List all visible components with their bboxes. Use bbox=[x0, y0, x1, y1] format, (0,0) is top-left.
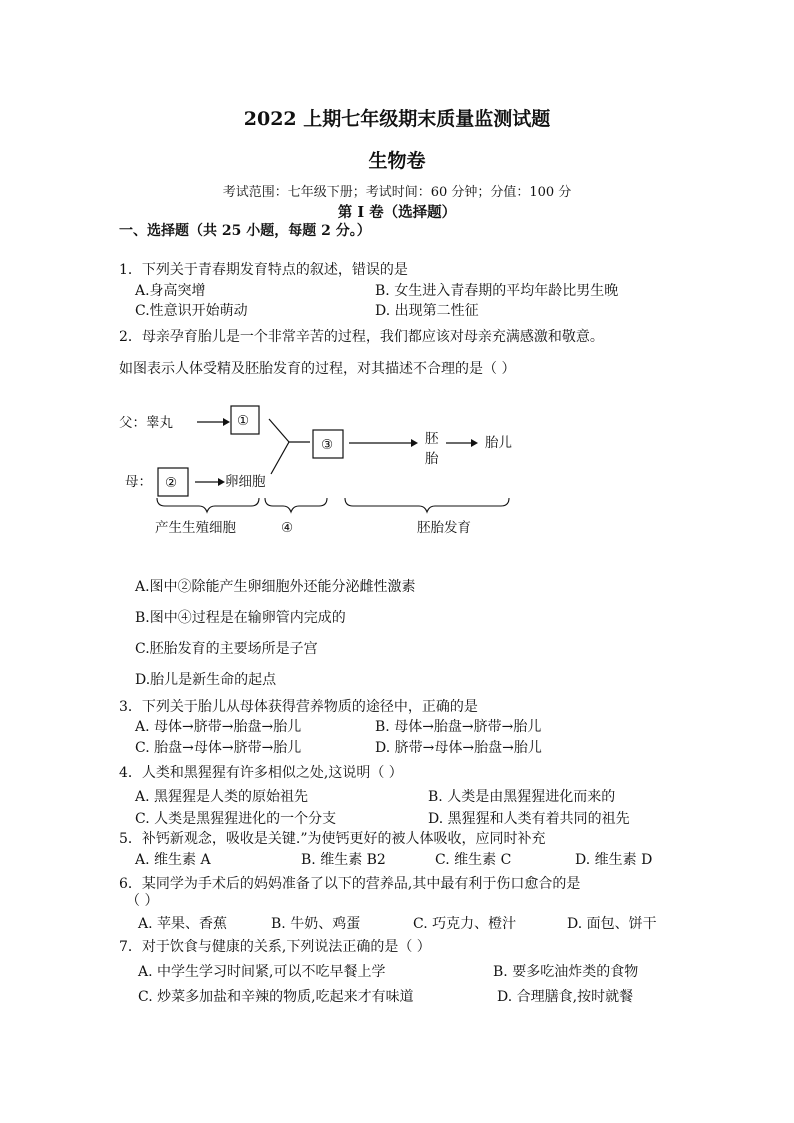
question-4-option-a[interactable]: A. 黑猩猩是人类的原始祖先 bbox=[135, 789, 309, 805]
question-7-option-c[interactable]: C. 炒菜多加盐和辛辣的物质,吃起来才有味道 bbox=[138, 989, 414, 1005]
question-6-option-b[interactable]: B. 牛奶、鸡蛋 bbox=[271, 916, 361, 932]
fertilization-diagram bbox=[119, 392, 539, 542]
question-7-option-d[interactable]: D. 合理膳食,按时就餐 bbox=[497, 989, 634, 1005]
question-6-stem-line2: （ ） bbox=[126, 893, 159, 909]
question-3-stem: 3．下列关于胎儿从母体获得营养物质的途径中，正确的是 bbox=[119, 699, 478, 715]
diagram-box-2-label: ② bbox=[165, 475, 178, 491]
diagram-fetus-label: 胎儿 bbox=[485, 435, 512, 451]
diagram-egg-label: 卵细胞 bbox=[225, 474, 266, 490]
question-1-option-c[interactable]: C.性意识开始萌动 bbox=[135, 303, 248, 319]
diagram-box-3-label: ③ bbox=[321, 437, 334, 453]
question-2-option-a[interactable]: A.图中②除能产生卵细胞外还能分泌雌性激素 bbox=[135, 579, 416, 595]
question-4-option-c[interactable]: C. 人类是黑猩猩进化的一个分支 bbox=[135, 811, 337, 827]
question-1-option-d[interactable]: D. 出现第二性征 bbox=[375, 303, 479, 319]
question-4-option-b[interactable]: B. 人类是由黑猩猩进化而来的 bbox=[428, 789, 616, 805]
question-5-option-b[interactable]: B. 维生素 B2 bbox=[301, 852, 386, 868]
question-3-option-a[interactable]: A. 母体→脐带→胎盘→胎儿 bbox=[135, 719, 302, 735]
question-2-option-d[interactable]: D.胎儿是新生命的起点 bbox=[135, 672, 277, 688]
question-5-stem: 5．补钙新观念，吸收是关键.”为使钙更好的被人体吸收，应同时补充 bbox=[119, 831, 546, 847]
question-6-option-d[interactable]: D. 面包、饼干 bbox=[567, 916, 657, 932]
exam-subtitle: 生物卷 bbox=[368, 150, 426, 172]
diagram-fetus-char: 胎 bbox=[425, 451, 439, 467]
question-2-stem-line2: 如图表示人体受精及胚胎发育的过程，对其描述不合理的是（ ） bbox=[119, 361, 516, 377]
part-heading: 第 I 卷（选择题） bbox=[337, 204, 457, 221]
question-3-option-c[interactable]: C. 胎盘→母体→脐带→胎儿 bbox=[135, 740, 302, 756]
question-2-option-b[interactable]: B.图中④过程是在输卵管内完成的 bbox=[135, 610, 346, 626]
diagram-label-development: 胚胎发育 bbox=[417, 520, 471, 536]
question-2-stem: 2．母亲孕育胎儿是一个非常辛苦的过程，我们都应该对母亲充满感激和敬意。 bbox=[119, 329, 604, 345]
diagram-father-label: 父：睾丸 bbox=[119, 415, 173, 431]
exam-title: 2022 上期七年级期末质量监测试题 bbox=[243, 108, 551, 130]
question-4-stem: 4．人类和黑猩猩有许多相似之处,这说明（ ） bbox=[119, 765, 403, 781]
diagram-label-4: ④ bbox=[281, 520, 294, 536]
question-7-option-b[interactable]: B. 要多吃油炸类的食物 bbox=[493, 964, 639, 980]
question-3-option-b[interactable]: B. 母体→胎盘→脐带→胎儿 bbox=[375, 719, 542, 735]
question-5-option-c[interactable]: C. 维生素 C bbox=[435, 852, 512, 868]
diagram-embryo-label: 胚 bbox=[425, 431, 439, 447]
section-heading: 一、选择题（共 25 小题，每题 2 分。） bbox=[119, 223, 371, 239]
exam-info: 考试范围：七年级下册；考试时间：60 分钟；分值：100 分 bbox=[222, 185, 572, 200]
diagram-mother-label: 母： bbox=[125, 474, 152, 490]
question-6-option-a[interactable]: A. 苹果、香蕉 bbox=[138, 916, 228, 932]
question-5-option-a[interactable]: A. 维生素 A bbox=[135, 852, 211, 868]
diagram-box-1-label: ① bbox=[237, 413, 250, 429]
question-5-option-d[interactable]: D. 维生素 D bbox=[575, 852, 653, 868]
question-2-option-c[interactable]: C.胚胎发育的主要场所是子宫 bbox=[135, 641, 318, 657]
question-1-option-a[interactable]: A.身高突增 bbox=[135, 283, 206, 299]
question-1-stem: 1．下列关于青春期发育特点的叙述，错误的是 bbox=[119, 262, 408, 278]
question-6-stem: 6．某同学为手术后的妈妈准备了以下的营养品,其中最有利于伤口愈合的是 bbox=[119, 876, 581, 892]
question-7-stem: 7．对于饮食与健康的关系,下列说法正确的是（ ） bbox=[119, 939, 431, 955]
question-7-option-a[interactable]: A. 中学生学习时间紧,可以不吃早餐上学 bbox=[138, 964, 386, 980]
question-1-option-b[interactable]: B. 女生进入青春期的平均年龄比男生晚 bbox=[375, 283, 619, 299]
question-3-option-d[interactable]: D. 脐带→母体→胎盘→胎儿 bbox=[375, 740, 542, 756]
diagram-label-produce-cells: 产生生殖细胞 bbox=[155, 520, 236, 536]
question-6-option-c[interactable]: C. 巧克力、橙汁 bbox=[413, 916, 517, 932]
question-4-option-d[interactable]: D. 黑猩猩和人类有着共同的祖先 bbox=[428, 811, 630, 827]
